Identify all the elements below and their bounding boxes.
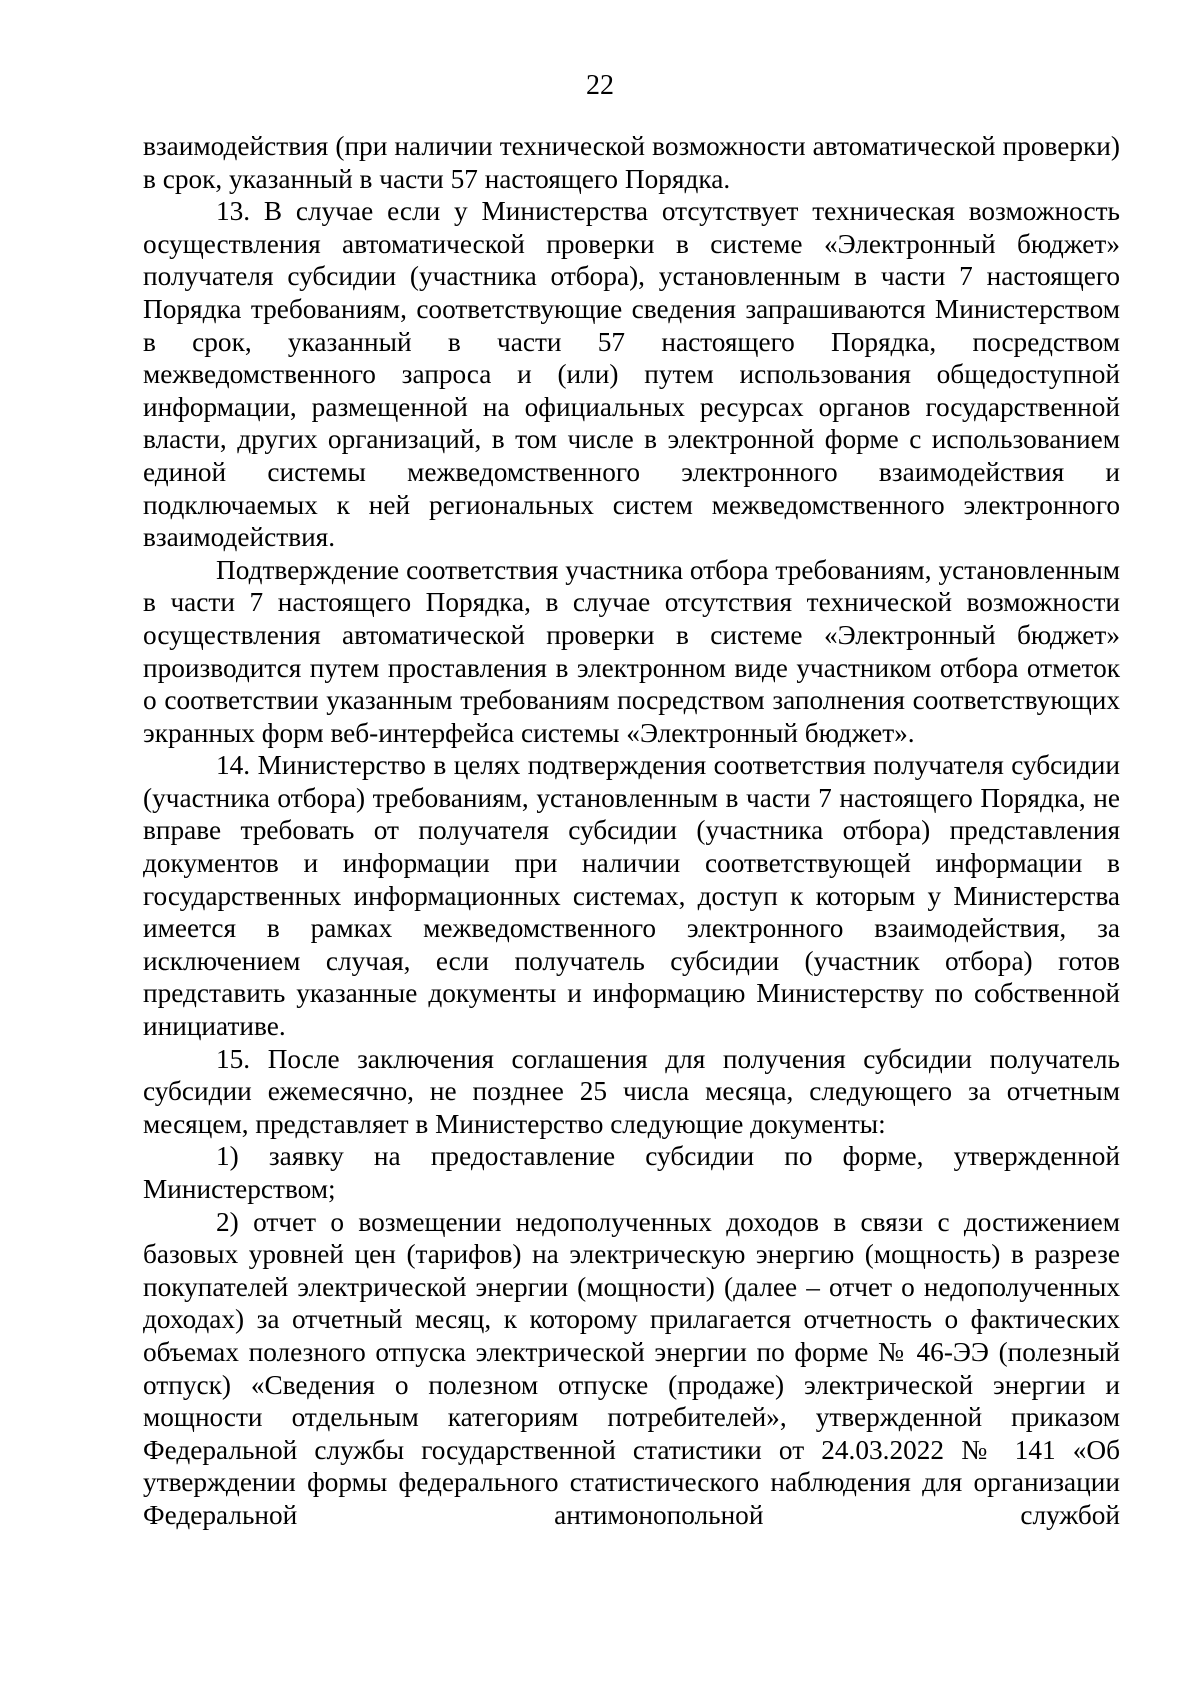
document-body: [143, 130, 1120, 1532]
paragraph-item-15: 15. После заключения соглашения для получения субсидии получатель субсидии ежемесячно, не позднее 25 числа месяца, следующего за отчетным месяцем, представляет в Министерство следующие документы:: [143, 1043, 1120, 1139]
paragraph-continuation: взаимодействия (при наличии технической возможности автоматической проверки) в срок, указанный в части 57 настоящего Порядка.: [143, 131, 1120, 194]
paragraph-subitem-1: 1) заявку на предоставление субсидии по форме, утвержденной Министерством;: [143, 1141, 1120, 1204]
page-number: 22: [586, 70, 614, 101]
paragraph-subitem-2: 2) отчет о возмещении недополученных доходов в связи с достижением базовых уровней цен (тарифов) на электрическую энергию (мощность) в разрезе покупателей электрической энергии (мощности) (далее – отчет о недополученных доходах) за отчетный месяц, к которому прилагается отчетность о фактических объемах полезного отпуска электрической энергии по форме № 46-ЭЭ (полезный отпуск) «Сведения о полезном отпуске (продаже) электрической энергии и мощности отдельным категориям потребителей», утвержденной приказом Федеральной службы государственной статистики от 24.03.2022 № 141 «Об утверждении формы федерального статистического наблюдения для организации Федеральной антимонопольной службой: [143, 1206, 1120, 1530]
paragraph-item-14: 14. Министерство в целях подтверждения соответствия получателя субсидии (участника отбора) требованиям, установленным в части 7 настоящего Порядка, не вправе требовать от получателя субсидии (участника отбора) представления документов и информации при наличии соответствующей информации в государственных информационных системах, доступ к которым у Министерства имеется в рамках межведомственного электронного взаимодействия, за исключением случая, если получатель субсидии (участник отбора) готов представить указанные документы и информацию Министерству по собственной инициативе.: [143, 750, 1120, 1042]
paragraph-confirmation: Подтверждение соответствия участника отбора требованиям, установленным в части 7 настоящего Порядка, в случае отсутствия технической возможности осуществления автоматической проверки в системе «Электронный бюджет» производится путем проставления в электронном виде участником отбора отметок о соответствии указанным требованиям посредством заполнения соответствующих экранных форм веб-интерфейса системы «Электронный бюджет».: [143, 554, 1120, 748]
paragraph-item-13: 13. В случае если у Министерства отсутствует техническая возможность осуществления автоматической проверки в системе «Электронный бюджет» получателя субсидии (участника отбора), установленным в части 7 настоящего Порядка требованиям, соответствующие сведения запрашиваются Министерством в срок, указанный в части 57 настоящего Порядка, посредством межведомственного запроса и (или) путем использования общедоступной информации, размещенной на официальных ресурсах органов государственной власти, других организаций, в том числе в электронной форме с использованием единой системы межведомственного электронного взаимодействия и подключаемых к ней региональных систем межведомственного электронного взаимодействия.: [143, 196, 1120, 553]
